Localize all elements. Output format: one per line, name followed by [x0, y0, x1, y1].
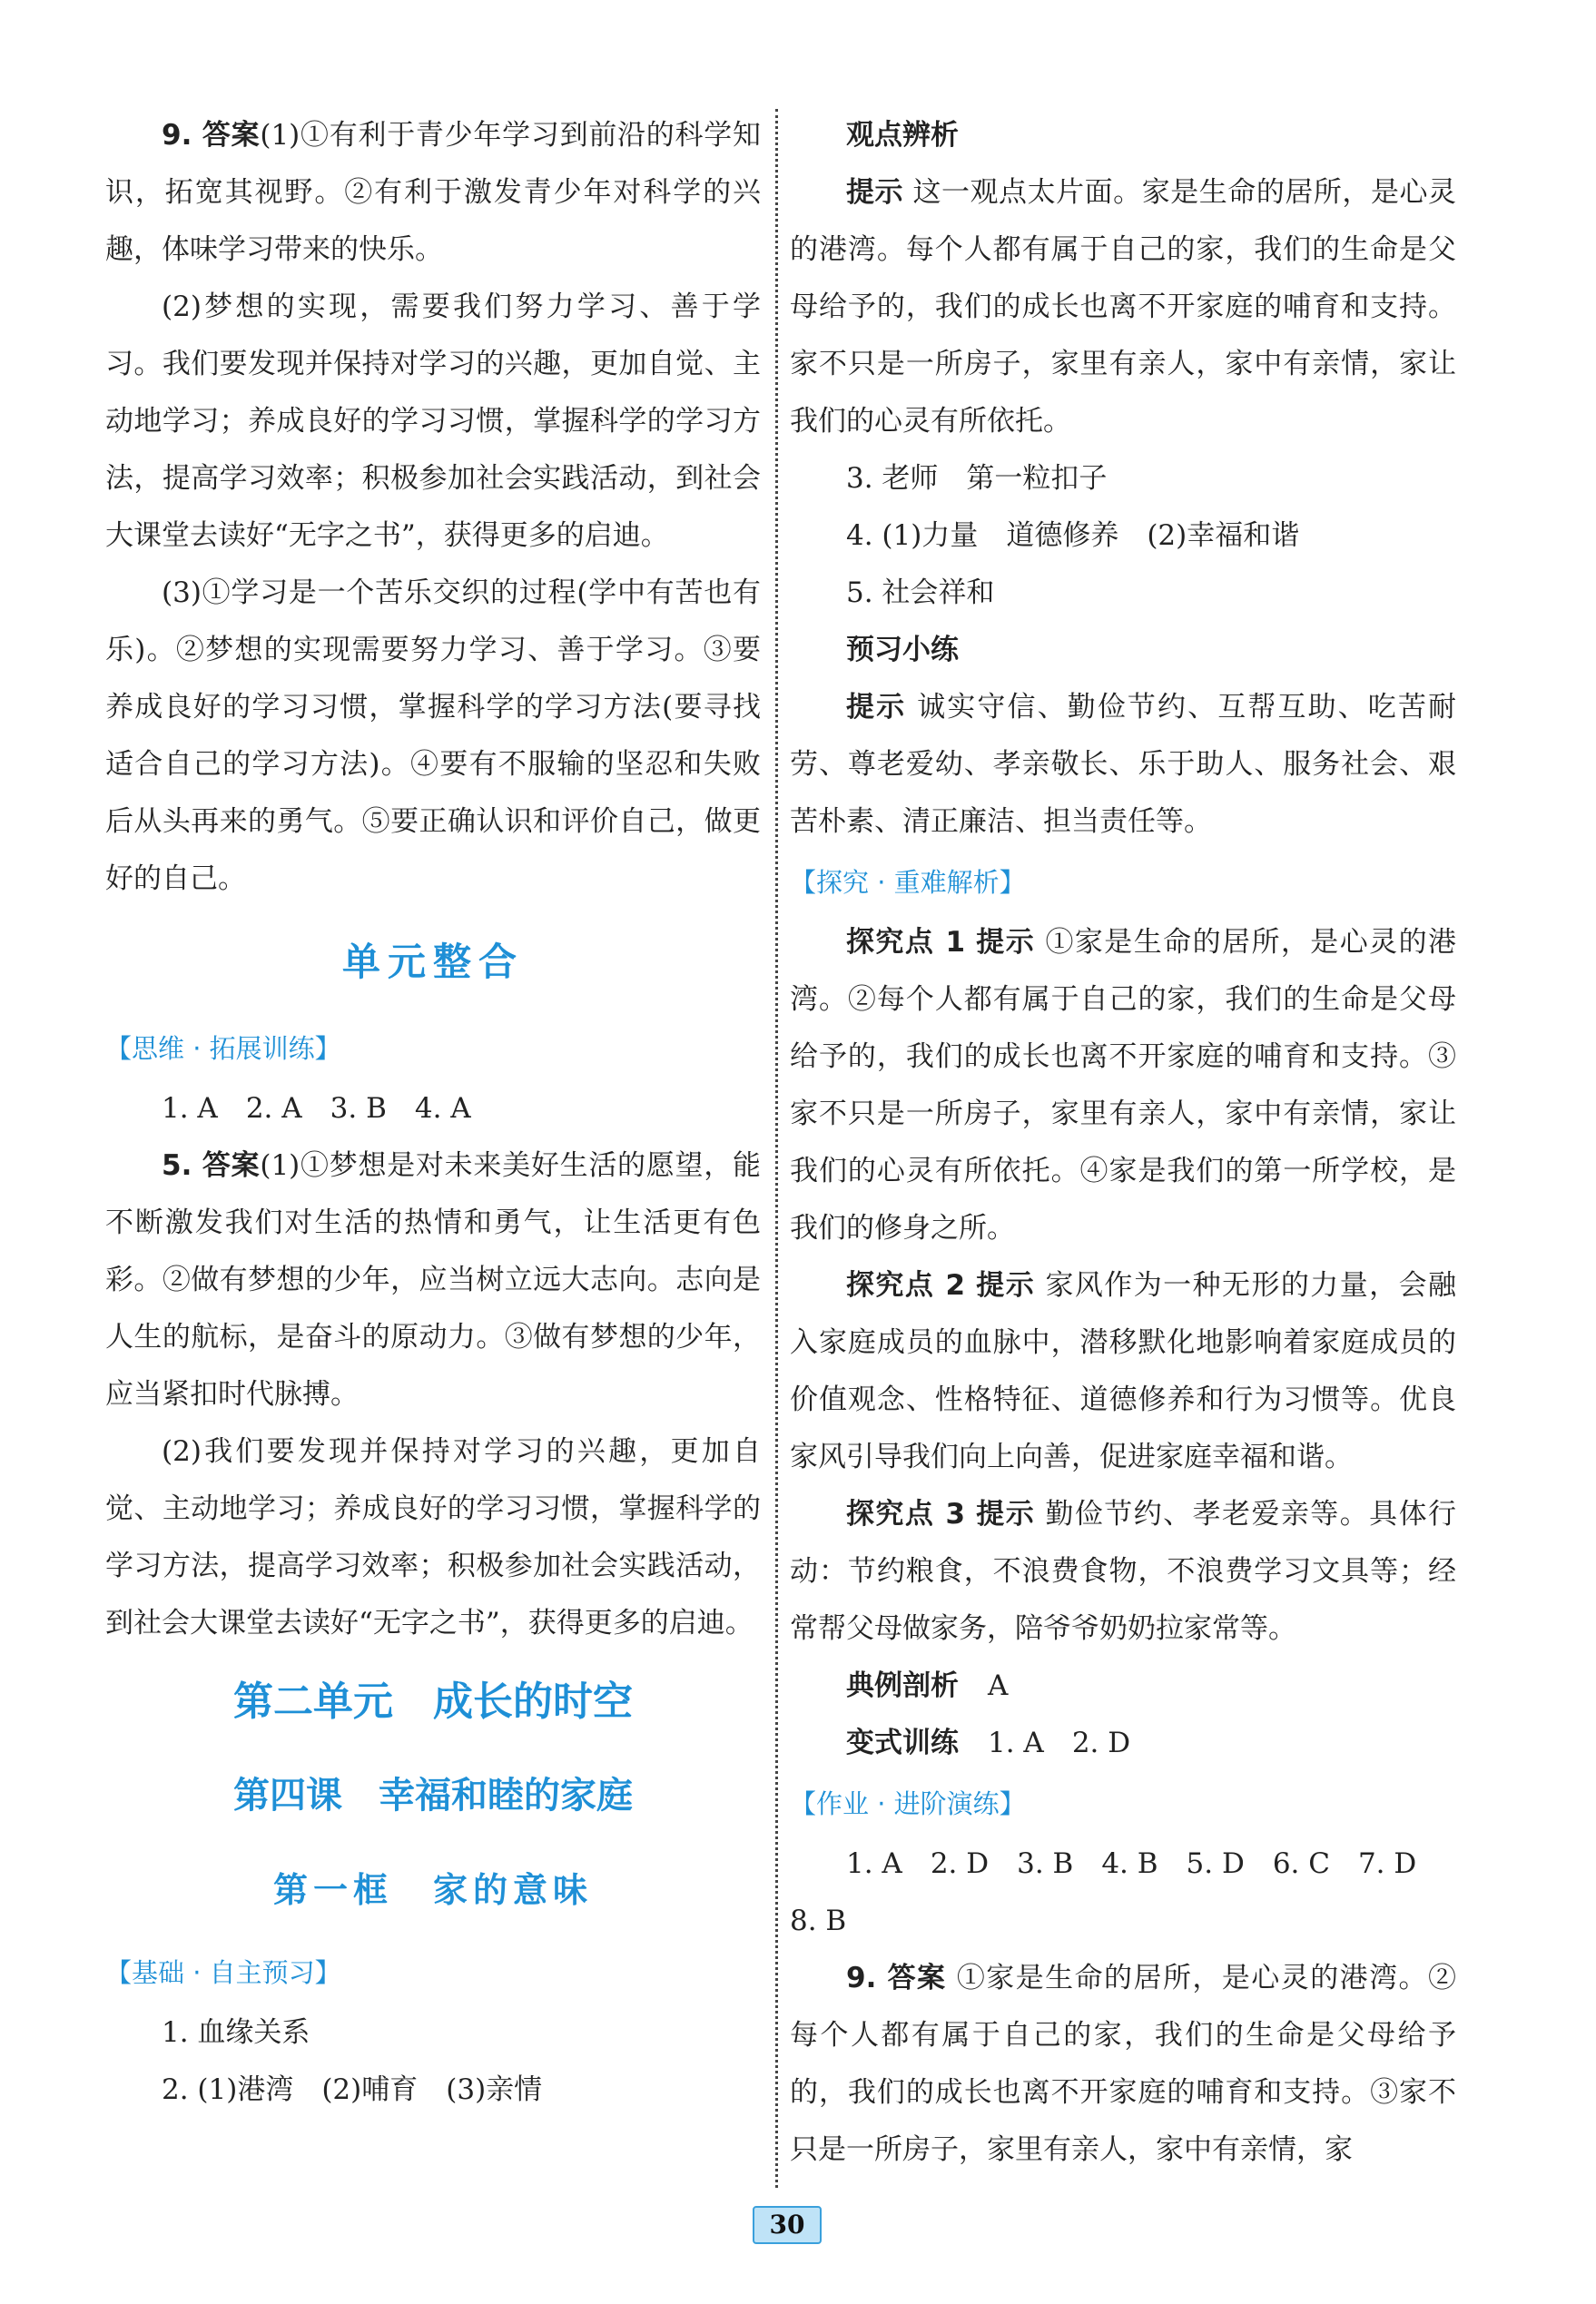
right-column — [790, 107, 1456, 2179]
yuxi-heading: 预习小练 — [846, 634, 959, 666]
q9-right-label: 9. 答案 — [846, 1962, 947, 1994]
zuoye-8: 8. B — [790, 1905, 847, 1937]
answer-3: 3. 老师 第一粒扣子 — [846, 462, 1108, 495]
yuxi-tishi-label: 提示 — [846, 691, 907, 724]
section-tanjiu: 【探究 · 重难解析】 — [790, 867, 1026, 898]
answer-5: 5. 社会祥和 — [846, 576, 995, 609]
q9-part2: (2)梦想的实现，需要我们努力学习、善于学习。我们要发现并保持对学习的兴趣，更加自觉、主动地学习；养成良好的学习习惯，掌握科学的学习方法，提高学习效率；积极参加社会实践活动，到社会大课堂去读好“无字之书”，获得更多的启迪。 — [105, 290, 761, 552]
answer-4: 4. (1)力量 道德修养 (2)幸福和谐 — [846, 519, 1300, 552]
guandian-text: 提示 这一观点太片面。家是生命的居所，是心灵的港湾。每个人都有属于自己的家，我们的生命是父母给予的，我们的成长也离不开家庭的哺育和支持。家不只是一所房子，家里有亲人，家中有亲情，家让我们的心灵有所依托。 — [790, 176, 1457, 438]
unit2-title: 第二单元 成长的时空 — [233, 1679, 633, 1725]
mc-answers: 1. A 2. A 3. B 4. A — [162, 1092, 471, 1125]
bianshi: 变式训练 1. A 2. D — [846, 1727, 1131, 1759]
q9-right: 9. 答案 ①家是生命的居所，是心灵的港湾。②每个人都有属于自己的家，我们的生命是父母给予的，我们的成长也离不开家庭的哺育和支持。③家不只是一所房子，家里有亲人，家中有亲情，家 — [790, 1962, 1457, 2166]
unit-summary-title: 单元整合 — [341, 940, 524, 984]
yuxi-text: 提示 诚实守信、勤俭节约、互帮互助、吃苦耐劳、尊老爱幼、孝亲敬长、乐于助人、服务社会、艰苦朴素、清正廉洁、担当责任等。 — [790, 691, 1457, 838]
q5-label: 5. 答案 — [162, 1149, 261, 1182]
section-zuoye: 【作业 · 进阶演练】 — [790, 1788, 1026, 1819]
tanjiu-3: 探究点 3 提示 勤俭节约、孝老爱亲等。具体行动：节约粮食，不浪费食物，不浪费学习文具等；经常帮父母做家务，陪爷爷奶奶拉家常等。 — [790, 1498, 1457, 1645]
tanjiu-1-label: 探究点 1 提示 — [846, 926, 1036, 959]
zuoye-answers: 1. A 2. D 3. B 4. B 5. D 6. C 7. D — [846, 1847, 1417, 1880]
tanjiu-2: 探究点 2 提示 家风作为一种无形的力量，会融入家庭成员的血脉中，潜移默化地影响着家庭成员的价值观念、性格特征、道德修养和行为习惯等。优良家风引导我们向上向善，促进家庭幸福和谐。 — [790, 1269, 1457, 1473]
tishi-label: 提示 — [846, 176, 904, 209]
section-jichu: 【基础 · 自主预习】 — [105, 1957, 341, 1988]
dianli: 典例剖析 A — [846, 1669, 1009, 1702]
tanjiu-1: 探究点 1 提示 ①家是生命的居所，是心灵的港湾。②每个人都有属于自己的家，我们的生命是父母给予的，我们的成长也离不开家庭的哺育和支持。③家不只是一所房子，家里有亲人，家中有亲情，家让我们的心灵有所依托。④家是我们的第一所学校，是我们的修身之所。 — [790, 926, 1457, 1245]
preview-2: 2. (1)港湾 (2)哺育 (3)亲情 — [162, 2073, 543, 2106]
bianshi-label: 变式训练 — [846, 1727, 959, 1759]
guandian-heading: 观点辨析 — [846, 119, 959, 152]
q9-part1: 9. 答案(1)①有利于青少年学习到前沿的科学知识，拓宽其视野。②有利于激发青少年对科学的兴趣，体味学习带来的快乐。 — [105, 119, 761, 266]
preview-1: 1. 血缘关系 — [162, 2016, 310, 2049]
column-divider — [775, 109, 778, 2188]
page-number: 30 — [753, 2206, 822, 2244]
q9-label: 9. 答案 — [162, 119, 261, 152]
lesson4-title: 第四课 幸福和睦的家庭 — [233, 1775, 633, 1817]
dianli-label: 典例剖析 — [846, 1669, 959, 1702]
tanjiu-2-label: 探究点 2 提示 — [846, 1269, 1036, 1302]
frame1-title: 第一框 家的意味 — [272, 1870, 593, 1910]
q5-part2: (2)我们要发现并保持对学习的兴趣，更加自觉、主动地学习；养成良好的学习习惯，掌握科学的学习方法，提高学习效率；积极参加社会实践活动，到社会大课堂去读好“无字之书”，获得更多的启迪。 — [105, 1435, 761, 1639]
section-siwei: 【思维 · 拓展训练】 — [105, 1033, 341, 1064]
left-column — [105, 107, 761, 2119]
tanjiu-3-label: 探究点 3 提示 — [846, 1498, 1036, 1531]
q9-part3: (3)①学习是一个苦乐交织的过程(学中有苦也有乐)。②梦想的实现需要努力学习、善于学习。③要养成良好的学习习惯，掌握科学的学习方法(要寻找适合自己的学习方法)。④要有不服输的坚忍和失败后从头再来的勇气。⑤要正确认识和评价自己，做更好的自己。 — [105, 576, 761, 895]
q5-part1: 5. 答案(1)①梦想是对未来美好生活的愿望，能不断激发我们对生活的热情和勇气，让生活更有色彩。②做有梦想的少年，应当树立远大志向。志向是人生的航标，是奋斗的原动力。③做有梦想的少年，应当紧扣时代脉搏。 — [105, 1149, 761, 1411]
